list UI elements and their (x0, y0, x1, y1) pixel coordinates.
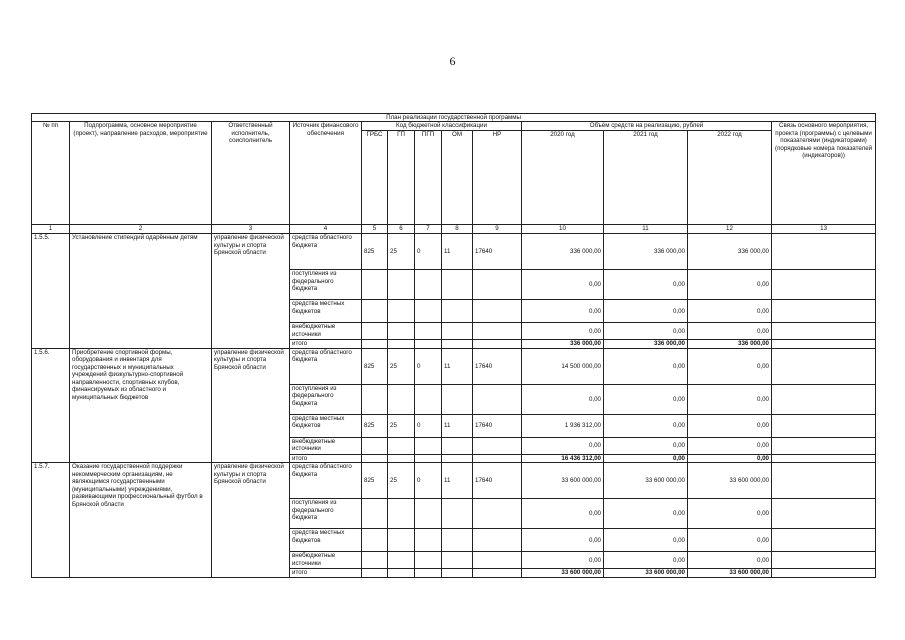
funding-source: средства местных бюджетов (290, 300, 362, 323)
empty-code-cell (442, 340, 473, 348)
amount-2021: 0,00 (604, 384, 688, 414)
gp-code (388, 529, 415, 552)
pgp-code (415, 300, 442, 323)
header-subprogram: Подпрограмма, основное мероприятие (проект), направление расходов, мероприятие (70, 122, 212, 225)
gp-code (388, 384, 415, 414)
funding-source: средства местных бюджетов (290, 414, 362, 437)
np-code: 17640 (473, 463, 522, 499)
amount-2022: 0,00 (688, 529, 772, 552)
header-np: НР (473, 131, 522, 225)
amount-2020: 0,00 (522, 300, 604, 323)
empty-code-cell (442, 569, 473, 577)
np-code: 17640 (473, 348, 522, 384)
funding-source: поступления из федерального бюджета (290, 270, 362, 300)
om-code (442, 300, 473, 323)
empty-code-cell (442, 454, 473, 462)
np-code: 17640 (473, 234, 522, 270)
amount-2022: 0,00 (688, 414, 772, 437)
column-number: 7 (415, 225, 442, 234)
total-2022: 0,00 (688, 454, 772, 462)
amount-2021: 0,00 (604, 348, 688, 384)
funding-source: поступления из федерального бюджета (290, 499, 362, 529)
amount-2022: 0,00 (688, 552, 772, 569)
gp-code (388, 300, 415, 323)
column-number: 1 (32, 225, 70, 234)
total-label: итого (290, 569, 362, 577)
plan-table (31, 113, 876, 578)
indicator-link (772, 340, 876, 348)
amount-2020: 1 936 312,00 (522, 414, 604, 437)
gp-code: 25 (388, 348, 415, 384)
funding-source: средства областного бюджета (290, 463, 362, 499)
amount-2022: 33 600 000,00 (688, 463, 772, 499)
amount-2020: 14 500 000,00 (522, 348, 604, 384)
indicator-link (772, 348, 876, 384)
np-code (473, 384, 522, 414)
funding-source: средства местных бюджетов (290, 529, 362, 552)
gp-code: 25 (388, 234, 415, 270)
gp-code (388, 437, 415, 454)
column-number: 5 (362, 225, 388, 234)
indicator-link (772, 414, 876, 437)
np-code (473, 270, 522, 300)
indicator-link (772, 300, 876, 323)
column-number: 11 (604, 225, 688, 234)
empty-code-cell (415, 340, 442, 348)
pgp-code (415, 529, 442, 552)
gp-code: 25 (388, 414, 415, 437)
header-responsible: Ответственный исполнитель, соисполнитель (212, 122, 290, 225)
amount-2021: 0,00 (604, 499, 688, 529)
pgp-code: 0 (415, 463, 442, 499)
funding-source: внебюджетные источники (290, 552, 362, 569)
funding-source: поступления из федерального бюджета (290, 384, 362, 414)
om-code: 11 (442, 234, 473, 270)
column-number: 12 (688, 225, 772, 234)
total-label: итого (290, 454, 362, 462)
grbs-code (362, 384, 388, 414)
grbs-code (362, 552, 388, 569)
amount-2022: 0,00 (688, 437, 772, 454)
amount-2020: 0,00 (522, 384, 604, 414)
amount-2022: 336 000,00 (688, 234, 772, 270)
om-code (442, 384, 473, 414)
column-number: 2 (70, 225, 212, 234)
pgp-code: 0 (415, 348, 442, 384)
pgp-code (415, 270, 442, 300)
total-2020: 33 600 000,00 (522, 569, 604, 577)
column-number-row (32, 225, 876, 234)
indicator-link (772, 234, 876, 270)
empty-code-cell (362, 340, 388, 348)
header-link: Связь основного мероприятия, проекта (программы) с целевыми показателями (индикаторами) (порядковые номера показателей (индикаторов)) (772, 122, 876, 225)
pgp-code: 0 (415, 234, 442, 270)
total-2021: 336 000,00 (604, 340, 688, 348)
indicator-link (772, 323, 876, 340)
empty-code-cell (473, 454, 522, 462)
om-code (442, 323, 473, 340)
grbs-code (362, 499, 388, 529)
table-title-row (32, 114, 876, 122)
np-code (473, 529, 522, 552)
pgp-code (415, 384, 442, 414)
indicator-link (772, 499, 876, 529)
grbs-code (362, 300, 388, 323)
column-number: 3 (212, 225, 290, 234)
header-budget-code: Код бюджетной классификации (362, 122, 522, 131)
grbs-code (362, 323, 388, 340)
page-number: 6 (449, 54, 456, 68)
indicator-link (772, 552, 876, 569)
amount-2021: 0,00 (604, 300, 688, 323)
measure-name: Оказание государственной поддержки некоммерческим организациям, не являющимся государственными (муниципальными) учреждениями, развивающими профессиональный футбол в Брянской области (70, 463, 212, 577)
amount-2021: 0,00 (604, 270, 688, 300)
amount-2020: 0,00 (522, 437, 604, 454)
gp-code (388, 323, 415, 340)
funding-source: внебюджетные источники (290, 323, 362, 340)
grbs-code: 825 (362, 414, 388, 437)
om-code (442, 499, 473, 529)
empty-code-cell (388, 454, 415, 462)
np-code (473, 300, 522, 323)
np-code (473, 323, 522, 340)
grbs-code (362, 437, 388, 454)
grbs-code (362, 270, 388, 300)
indicator-link (772, 454, 876, 462)
amount-2022: 0,00 (688, 348, 772, 384)
om-code (442, 529, 473, 552)
empty-code-cell (473, 340, 522, 348)
responsible-executor: управление физической культуры и спорта Брянской области (212, 463, 290, 577)
header-2022: 2022 год (688, 131, 772, 225)
measure-name: Приобретение спортивной формы, оборудования и инвентаря для государственных и муниципальных учреждений физкультурно-спортивной направленности, спортивных клубов, финансируемых из областного и муниципальных бюджетов (70, 348, 212, 462)
om-code: 11 (442, 463, 473, 499)
row-number: 1.5.7. (32, 463, 70, 577)
total-2020: 16 436 312,00 (522, 454, 604, 462)
header-2020: 2020 год (522, 131, 604, 225)
pgp-code (415, 499, 442, 529)
measure-name: Установление стипендий одарённым детям (70, 234, 212, 348)
responsible-executor: управление физической культуры и спорта Брянской области (212, 348, 290, 462)
empty-code-cell (388, 340, 415, 348)
amount-2020: 0,00 (522, 270, 604, 300)
empty-code-cell (388, 569, 415, 577)
row-number: 1.5.5. (32, 234, 70, 348)
table-row (32, 463, 876, 499)
indicator-link (772, 437, 876, 454)
header-num: № пп (32, 122, 70, 225)
total-label: итого (290, 340, 362, 348)
grbs-code: 825 (362, 348, 388, 384)
amount-2022: 0,00 (688, 270, 772, 300)
amount-2021: 0,00 (604, 437, 688, 454)
header-source: Источник финансового обеспечения (290, 122, 362, 225)
om-code (442, 437, 473, 454)
header-2021: 2021 год (604, 131, 688, 225)
column-number: 9 (473, 225, 522, 234)
gp-code: 25 (388, 463, 415, 499)
indicator-link (772, 569, 876, 577)
amount-2022: 0,00 (688, 384, 772, 414)
gp-code (388, 552, 415, 569)
header-grbs: ГРБС (362, 131, 388, 225)
np-code: 17640 (473, 414, 522, 437)
indicator-link (772, 384, 876, 414)
header-om: ОМ (442, 131, 473, 225)
total-2022: 336 000,00 (688, 340, 772, 348)
header-row-1 (32, 122, 876, 131)
amount-2021: 0,00 (604, 552, 688, 569)
empty-code-cell (473, 569, 522, 577)
row-number: 1.5.6. (32, 348, 70, 462)
amount-2022: 0,00 (688, 323, 772, 340)
empty-code-cell (415, 454, 442, 462)
empty-code-cell (362, 454, 388, 462)
np-code (473, 499, 522, 529)
header-volume: Объём средств на реализацию, рублей (522, 122, 772, 131)
header-pgp: ПГП (415, 131, 442, 225)
om-code: 11 (442, 414, 473, 437)
gp-code (388, 270, 415, 300)
header-gp: ГП (388, 131, 415, 225)
total-2022: 33 600 000,00 (688, 569, 772, 577)
column-number: 10 (522, 225, 604, 234)
amount-2020: 33 600 000,00 (522, 463, 604, 499)
responsible-executor: управление физической культуры и спорта Брянской области (212, 234, 290, 348)
table-title: План реализации государственной программы (32, 114, 876, 122)
amount-2022: 0,00 (688, 300, 772, 323)
total-2020: 336 000,00 (522, 340, 604, 348)
funding-source: средства областного бюджета (290, 348, 362, 384)
column-number: 6 (388, 225, 415, 234)
amount-2020: 0,00 (522, 499, 604, 529)
om-code (442, 552, 473, 569)
funding-source: внебюджетные источники (290, 437, 362, 454)
table-row (32, 234, 876, 270)
grbs-code: 825 (362, 234, 388, 270)
pgp-code: 0 (415, 414, 442, 437)
om-code (442, 270, 473, 300)
np-code (473, 437, 522, 454)
amount-2020: 0,00 (522, 323, 604, 340)
column-number: 4 (290, 225, 362, 234)
total-2021: 0,00 (604, 454, 688, 462)
table-row (32, 348, 876, 384)
amount-2021: 336 000,00 (604, 234, 688, 270)
funding-source: средства областного бюджета (290, 234, 362, 270)
indicator-link (772, 529, 876, 552)
np-code (473, 552, 522, 569)
indicator-link (772, 270, 876, 300)
grbs-code: 825 (362, 463, 388, 499)
grbs-code (362, 529, 388, 552)
gp-code (388, 499, 415, 529)
column-number: 8 (442, 225, 473, 234)
amount-2020: 336 000,00 (522, 234, 604, 270)
pgp-code (415, 437, 442, 454)
amount-2022: 0,00 (688, 499, 772, 529)
empty-code-cell (415, 569, 442, 577)
pgp-code (415, 323, 442, 340)
amount-2021: 0,00 (604, 529, 688, 552)
amount-2021: 0,00 (604, 414, 688, 437)
pgp-code (415, 552, 442, 569)
empty-code-cell (362, 569, 388, 577)
amount-2021: 33 600 000,00 (604, 463, 688, 499)
total-2021: 33 600 000,00 (604, 569, 688, 577)
om-code: 11 (442, 348, 473, 384)
indicator-link (772, 463, 876, 499)
amount-2021: 0,00 (604, 323, 688, 340)
amount-2020: 0,00 (522, 529, 604, 552)
column-number: 13 (772, 225, 876, 234)
amount-2020: 0,00 (522, 552, 604, 569)
